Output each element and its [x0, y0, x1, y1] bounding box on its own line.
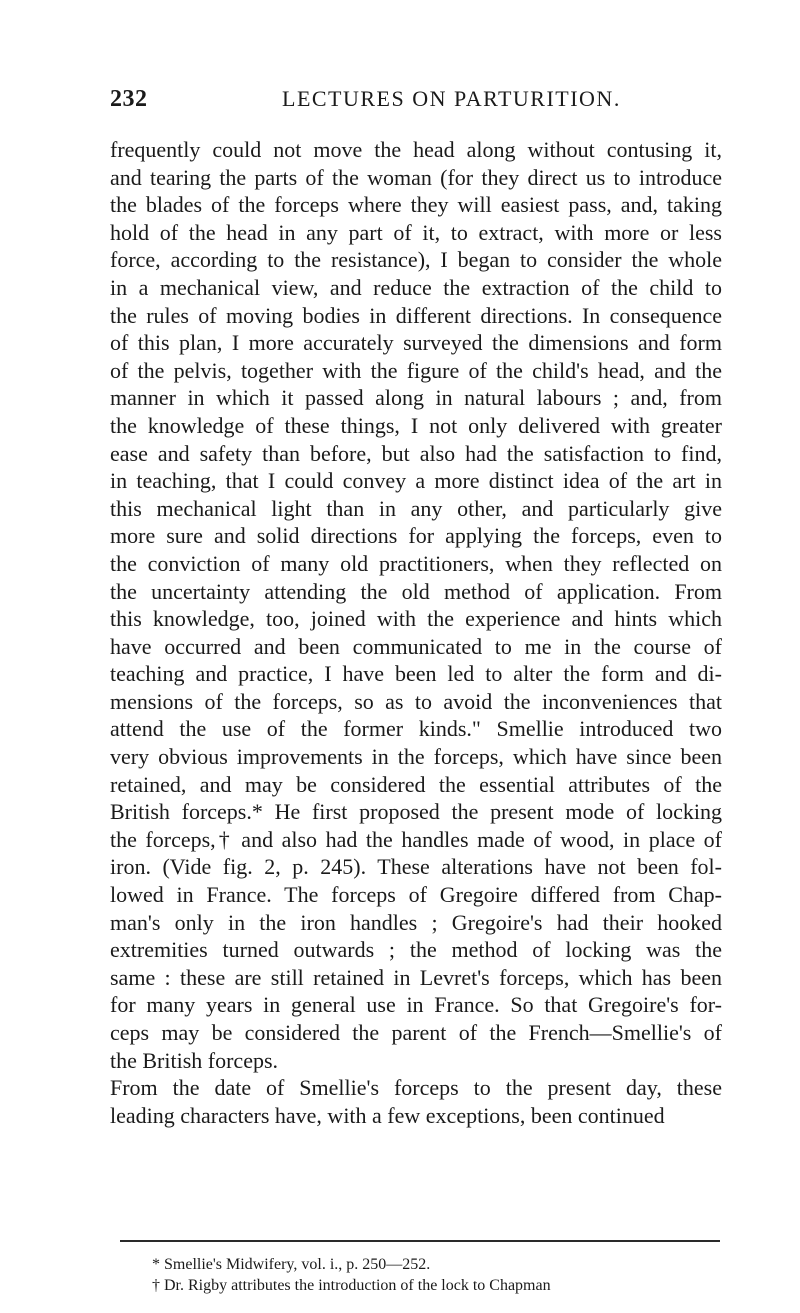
text-line: more sure and solid directions for applying the forceps, even to: [110, 523, 722, 549]
running-title: LECTURES ON PARTURITION.: [282, 86, 621, 111]
running-head: [110, 86, 722, 120]
page-number: 232: [110, 86, 148, 112]
text-line: for many years in general use in France. So that Gregoire's for-: [110, 992, 722, 1018]
text-line: the rules of moving bodies in different directions. In consequence: [110, 302, 722, 328]
text-line: From the date of Smellie's forceps to the present day, these: [110, 1075, 722, 1101]
footnotes: [152, 1254, 712, 1296]
text-line: lowed in France. The forceps of Gregoire differed from Chap-: [110, 882, 722, 908]
text-line: the forceps,† and also had the handles made of wood, in place of: [110, 826, 722, 852]
text-line: retained, and may be considered the essential attributes of the: [110, 771, 722, 797]
text-line: same : these are still retained in Levret's forceps, which has been: [110, 964, 722, 990]
text-line: extremities turned outwards ; the method of locking was the: [110, 937, 722, 963]
text-line: ceps may be considered the parent of the French—Smellie's of: [110, 1020, 722, 1045]
text-line: the uncertainty attending the old method of application. From: [110, 578, 722, 604]
text-line: in teaching, that I could convey a more distinct idea of the art in: [110, 468, 722, 494]
text-line: frequently could not move the head along without contusing it,: [110, 137, 722, 162]
text-line: this mechanical light than in any other, and particularly give: [110, 495, 722, 521]
text-line: British forceps.* He first proposed the present mode of locking: [110, 799, 722, 825]
text-line: man's only in the iron handles ; Gregoire's had their hooked: [110, 909, 722, 935]
text-line: the British forceps.: [110, 1047, 279, 1073]
text-line: ease and safety than before, but also had the satisfaction to find,: [110, 440, 722, 466]
text-line: attend the use of the former kinds." Smellie introduced two: [110, 716, 722, 742]
text-line: manner in which it passed along in natural labours ; and, from: [110, 385, 722, 411]
text-line: and tearing the parts of the woman (for they direct us to introduce: [110, 164, 722, 190]
text-line: this knowledge, too, joined with the experience and hints which: [110, 606, 722, 632]
footnote-rule: [120, 1240, 720, 1242]
text-line: very obvious improvements in the forceps, which have since been: [110, 744, 722, 770]
text-line: iron. (Vide fig. 2, p. 245). These alterations have not been fol-: [110, 854, 722, 880]
text-line: the conviction of many old practitioners, when they reflected on: [110, 550, 722, 576]
text-line: force, according to the resistance), I began to consider the whole: [110, 247, 722, 273]
text-line: have occurred and been communicated to me in the course of: [110, 633, 722, 659]
footnote: * Smellie's Midwifery, vol. i., p. 250—252.: [152, 1256, 431, 1273]
text-line: mensions of the forceps, so as to avoid the inconveniences that: [110, 688, 722, 714]
text-line: of this plan, I more accurately surveyed the dimensions and form: [110, 330, 722, 356]
text-line: teaching and practice, I have been led to alter the form and di-: [110, 661, 722, 687]
text-line: in a mechanical view, and reduce the extraction of the child to: [110, 274, 722, 300]
body-text: [110, 136, 722, 1129]
text-line: the knowledge of these things, I not only delivered with greater: [110, 412, 722, 438]
text-line: leading characters have, with a few exceptions, been continued: [110, 1102, 665, 1128]
text-line: the blades of the forceps where they will easiest pass, and, taking: [110, 192, 722, 218]
footnote: † Dr. Rigby attributes the introduction of the lock to Chapman: [152, 1277, 551, 1294]
text-line: hold of the head in any part of it, to extract, with more or less: [110, 219, 722, 245]
text-line: of the pelvis, together with the figure of the child's head, and the: [110, 357, 722, 383]
